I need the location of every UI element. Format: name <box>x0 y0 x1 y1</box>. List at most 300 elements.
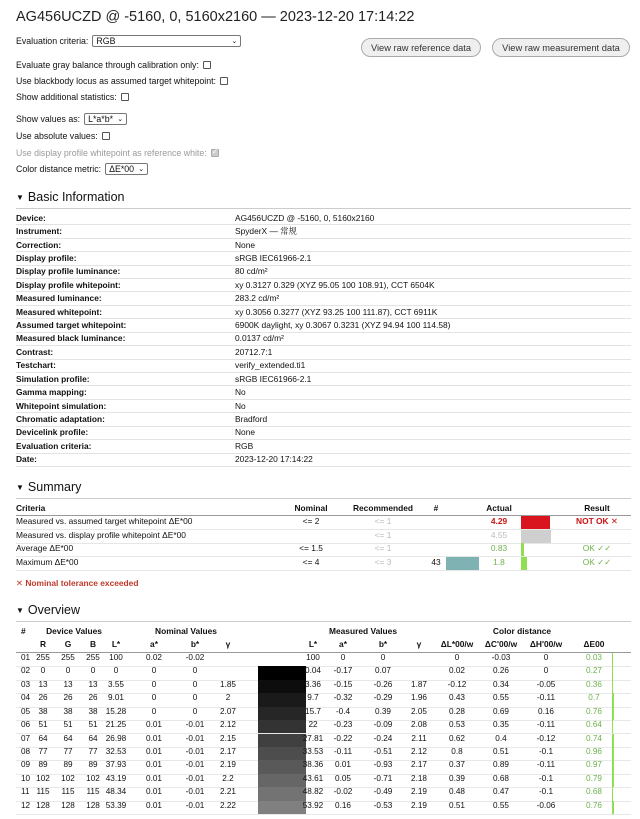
collapse-triangle-icon: ▼ <box>16 192 24 202</box>
overview-cell: 0 <box>151 706 157 716</box>
overview-cell: 3.36 <box>305 679 321 689</box>
overview-cell: 0.39 <box>375 706 391 716</box>
overview-cell: 0 <box>151 666 157 676</box>
overview-cell: 100 <box>306 653 320 662</box>
overview-cell: 0.62 <box>449 733 465 743</box>
row-index: 12 <box>21 800 31 810</box>
overview-cell: 77 <box>63 746 73 756</box>
overview-cell: 0.51 <box>449 800 465 810</box>
overview-cell: 0 <box>113 666 119 676</box>
overview-cell: 51 <box>88 720 98 730</box>
info-key: Measured black luminance: <box>16 333 126 344</box>
overview-cell: 2.21 <box>220 787 236 797</box>
color-distance-label: Color distance metric: <box>16 164 102 174</box>
delta-e-bar <box>612 680 613 693</box>
gray-patch-swatch <box>258 760 306 773</box>
overview-cell: 38 <box>38 706 48 716</box>
overview-cell: 255 <box>61 653 75 662</box>
overview-cell: -0.11 <box>536 693 556 703</box>
overview-col-header: L* <box>111 639 121 649</box>
overview-heading: Overview <box>27 603 81 617</box>
chevron-down-icon: ⌄ <box>117 116 124 123</box>
summary-actual-bar <box>521 557 527 570</box>
delta-e-bar <box>612 760 614 773</box>
col-criteria: Criteria <box>16 503 46 513</box>
overview-cell: 89 <box>88 760 98 770</box>
row-index: 10 <box>21 773 31 783</box>
row-index: 04 <box>21 693 31 703</box>
overview-cell: 0.39 <box>449 773 465 783</box>
col-index-header: # <box>21 626 26 636</box>
gray-patch-swatch <box>258 680 306 693</box>
info-value: None <box>235 239 256 250</box>
summary-actual-bar <box>521 543 524 556</box>
overview-cell: 51 <box>38 720 48 730</box>
collapse-triangle-icon: ▼ <box>16 605 24 615</box>
overview-cell: -0.71 <box>373 773 393 783</box>
overview-cell: 0 <box>454 653 460 662</box>
info-key: Measured luminance: <box>16 293 102 304</box>
summary-header[interactable] <box>16 480 81 494</box>
overview-cell: 0.43 <box>449 693 465 703</box>
overview-cell: 64 <box>63 733 73 743</box>
overview-cell: 102 <box>61 773 75 783</box>
summary-recommended: <= 3 <box>374 556 392 567</box>
info-key: Display profile whitepoint: <box>16 279 121 290</box>
row-index: 03 <box>21 679 31 689</box>
info-key: Date: <box>16 454 37 465</box>
overview-cell: 0 <box>192 666 198 676</box>
overview-cell: 0.02 <box>146 653 162 662</box>
overview-cell: 0.04 <box>305 666 321 676</box>
show-values-option <box>16 113 127 125</box>
overview-cell: 0.28 <box>449 706 465 716</box>
overview-cell: 0 <box>151 679 157 689</box>
overview-row <box>16 734 631 748</box>
overview-cell: -0.12 <box>447 679 467 689</box>
overview-cell: -0.15 <box>333 679 353 689</box>
gray-patch-swatch <box>258 787 306 800</box>
overview-cell: -0.05 <box>536 679 556 689</box>
overview-cell: 0.01 <box>146 800 162 810</box>
delta-e-bar <box>612 720 613 733</box>
overview-cell: 2.12 <box>411 746 427 756</box>
overview-cell: 2.19 <box>220 760 236 770</box>
overview-cell: 0 <box>65 666 71 676</box>
gray-balance-checkbox[interactable] <box>203 61 211 69</box>
overview-cell: 21.25 <box>105 720 127 730</box>
page-title: AG456UCZD @ -5160, 0, 5160x2160 — 2023-12-20 17:14:22 <box>16 9 415 25</box>
delta-e-bar <box>612 734 614 747</box>
overview-cell: 64 <box>88 733 98 743</box>
summary-row <box>16 557 631 571</box>
collapse-triangle-icon: ▼ <box>16 482 24 492</box>
overview-cell: 2.19 <box>411 800 427 810</box>
show-values-select[interactable] <box>84 113 127 125</box>
overview-col-header: γ <box>416 639 422 649</box>
overview-cell: 51 <box>63 720 73 730</box>
display-whitepoint-label: Use display profile whitepoint as reference white: <box>16 148 207 158</box>
overview-cell: 77 <box>38 746 48 756</box>
info-value: 2023-12-20 17:14:22 <box>235 454 313 465</box>
gray-patch-swatch <box>258 747 306 760</box>
col-nominal: Nominal <box>294 503 328 513</box>
info-value: xy 0.3056 0.3277 (XYZ 93.25 100 111.87), CCT 6911K <box>235 306 438 317</box>
overview-cell: -0.51 <box>373 746 393 756</box>
color-distance-header: Color distance <box>492 626 552 636</box>
overview-cell: -0.1 <box>538 746 554 756</box>
overview-cell: 32.53 <box>105 746 127 756</box>
display-whitepoint-checkbox[interactable] <box>211 149 219 157</box>
overview-cell: 0 <box>192 693 198 703</box>
info-value: sRGB IEC61966-2.1 <box>235 373 312 384</box>
info-key: Gamma mapping: <box>16 387 87 398</box>
divider <box>16 621 631 622</box>
overview-cell: 0 <box>543 666 549 676</box>
basic-info-heading: Basic Information <box>27 190 125 204</box>
summary-hash-swatch <box>446 557 479 570</box>
overview-cell: 0.35 <box>493 720 509 730</box>
info-row <box>16 332 631 346</box>
info-value: SpyderX — 常规 <box>235 226 297 237</box>
chevron-down-icon: ⌄ <box>138 166 145 173</box>
info-row <box>16 453 631 467</box>
info-key: Testchart: <box>16 360 56 371</box>
row-index: 09 <box>21 760 31 770</box>
overview-cell: 2.19 <box>411 787 427 797</box>
color-distance-value: ΔE*00 <box>109 164 135 174</box>
overview-cell: 128 <box>86 800 100 810</box>
overview-row <box>16 787 631 801</box>
view-raw-reference-button[interactable]: View raw reference data <box>361 38 481 57</box>
info-row <box>16 238 631 252</box>
info-key: Assumed target whitepoint: <box>16 320 127 331</box>
col-result: Result <box>584 503 610 513</box>
info-row <box>16 345 631 359</box>
overview-cell: 38 <box>63 706 73 716</box>
overview-cell: 0.01 <box>146 733 162 743</box>
blackbody-label: Use blackbody locus as assumed target whitepoint: <box>16 76 216 86</box>
overview-cell: 53.92 <box>302 800 324 810</box>
overview-cell: -0.01 <box>185 733 205 743</box>
info-value: 20712.7:1 <box>235 346 273 357</box>
overview-cell: 102 <box>36 773 50 783</box>
overview-header[interactable] <box>16 603 80 617</box>
info-value: 0.0137 cd/m² <box>235 333 284 344</box>
overview-cell: 15.7 <box>305 706 321 716</box>
info-row <box>16 211 631 225</box>
summary-actual-bar <box>521 516 550 529</box>
info-key: Contrast: <box>16 346 54 357</box>
info-value: No <box>235 400 246 411</box>
overview-cell: -0.01 <box>185 746 205 756</box>
gray-patch-swatch <box>258 734 306 747</box>
show-values-value: L*a*b* <box>88 114 114 124</box>
overview-cell: 128 <box>61 800 75 810</box>
overview-cell: 9.01 <box>108 693 124 703</box>
overview-cell: -0.1 <box>538 787 554 797</box>
color-distance-option <box>16 163 148 175</box>
info-key: Chromatic adaptation: <box>16 413 105 424</box>
overview-cell: 0.96 <box>586 746 602 756</box>
overview-cell: 2.08 <box>411 720 427 730</box>
info-value: 80 cd/m² <box>235 266 268 277</box>
overview-cell: -0.29 <box>373 693 393 703</box>
info-key: Evaluation criteria: <box>16 440 92 451</box>
overview-col-header: a* <box>150 639 158 649</box>
info-value: AG456UCZD @ -5160, 0, 5160x2160 <box>235 212 375 223</box>
col-actual: Actual <box>486 503 512 513</box>
overview-cell: -0.32 <box>333 693 353 703</box>
info-row <box>16 224 631 238</box>
overview-cell: -0.53 <box>373 800 393 810</box>
overview-cell: 43.19 <box>105 773 127 783</box>
blackbody-option <box>16 76 228 86</box>
overview-cell: 48.82 <box>302 787 324 797</box>
overview-cell: 0.4 <box>495 733 507 743</box>
overview-cell: -0.23 <box>333 720 353 730</box>
divider <box>16 208 631 209</box>
info-value: sRGB IEC61966-2.1 <box>235 252 312 263</box>
overview-cell: 13 <box>38 679 48 689</box>
overview-cell: -0.01 <box>185 773 205 783</box>
overview-column-header-row <box>16 639 631 651</box>
overview-cell: 0.01 <box>146 787 162 797</box>
info-row <box>16 359 631 373</box>
overview-cell: -0.93 <box>373 760 393 770</box>
overview-cell: 0.27 <box>586 666 602 676</box>
summary-actual: 0.83 <box>490 543 508 553</box>
overview-cell: 0.79 <box>586 773 602 783</box>
summary-recommended: <= 1 <box>374 543 392 553</box>
overview-cell: 38.36 <box>302 760 324 770</box>
overview-cell: 2.18 <box>411 773 427 783</box>
info-value: None <box>235 427 256 438</box>
row-index: 07 <box>21 733 31 743</box>
overview-cell: 102 <box>86 773 100 783</box>
overview-cell: 115 <box>36 787 50 797</box>
overview-cell: -0.11 <box>536 760 556 770</box>
info-value: xy 0.3127 0.329 (XYZ 95.05 100 108.91), CCT 6504K <box>235 279 435 290</box>
overview-cell: 0.64 <box>586 720 602 730</box>
overview-row <box>16 774 631 788</box>
overview-cell: 0.69 <box>493 706 509 716</box>
overview-cell: 0.97 <box>586 760 602 770</box>
overview-cell: 0.8 <box>451 746 463 756</box>
overview-cell: -0.02 <box>333 787 353 797</box>
overview-cell: 0 <box>340 653 346 662</box>
overview-cell: -0.01 <box>185 800 205 810</box>
summary-recommended: <= 1 <box>374 529 392 540</box>
overview-cell: 2.07 <box>220 706 236 716</box>
info-row <box>16 292 631 306</box>
overview-cell: -0.22 <box>333 733 353 743</box>
overview-cell: 0.26 <box>493 666 509 676</box>
overview-cell: -0.09 <box>373 720 393 730</box>
eval-criteria-select[interactable] <box>92 35 241 47</box>
gray-patch-swatch <box>258 653 306 666</box>
overview-cell: 3.55 <box>108 679 124 689</box>
overview-cell: 1.96 <box>411 693 427 703</box>
measured-values-header: Measured Values <box>329 626 397 636</box>
gray-patch-swatch <box>258 720 306 733</box>
blackbody-checkbox[interactable] <box>220 77 228 85</box>
overview-col-header: a* <box>339 639 347 649</box>
info-row <box>16 251 631 265</box>
summary-actual-bar <box>521 530 551 543</box>
overview-cell: 0.76 <box>586 706 602 716</box>
summary-criteria: Measured vs. display profile whitepoint ΔE*00 <box>16 529 186 540</box>
overview-cell: -0.17 <box>333 666 353 676</box>
overview-cell: 13 <box>63 679 73 689</box>
overview-cell: 15.28 <box>105 706 127 716</box>
info-row <box>16 399 631 413</box>
info-row <box>16 305 631 319</box>
overview-cell: 0.01 <box>146 746 162 756</box>
summary-row <box>16 516 631 530</box>
view-raw-measurement-button[interactable]: View raw measurement data <box>492 38 630 57</box>
overview-cell: 0.05 <box>335 773 351 783</box>
overview-cell: 0 <box>543 653 549 662</box>
summary-row <box>16 543 631 557</box>
basic-info-header[interactable] <box>16 190 125 204</box>
overview-cell: -0.06 <box>536 800 556 810</box>
overview-cell: -0.11 <box>536 720 556 730</box>
absolute-values-option <box>16 131 110 141</box>
chevron-down-icon: ⌄ <box>231 38 238 45</box>
info-key: Whitepoint simulation: <box>16 400 107 411</box>
overview-cell: 115 <box>61 787 75 797</box>
overview-row <box>16 801 631 815</box>
overview-row <box>16 747 631 761</box>
info-value: 6900K daylight, xy 0.3067 0.3231 (XYZ 94.94 100 114.58) <box>235 320 451 331</box>
overview-cell: -0.1 <box>538 773 554 783</box>
overview-cell: 0.01 <box>146 773 162 783</box>
overview-cell: 2.15 <box>220 733 236 743</box>
summary-criteria: Measured vs. assumed target whitepoint ΔE*00 <box>16 516 193 526</box>
overview-cell: 22 <box>308 720 318 730</box>
summary-row <box>16 530 631 544</box>
info-value: Bradford <box>235 413 268 424</box>
overview-cell: 0.07 <box>375 666 391 676</box>
info-row <box>16 439 631 453</box>
info-row <box>16 318 631 332</box>
delta-e-bar <box>612 653 613 666</box>
overview-group-header-row <box>16 626 631 637</box>
overview-cell: 0.76 <box>586 800 602 810</box>
overview-cell: -0.11 <box>333 746 353 756</box>
overview-cell: 0.51 <box>493 746 509 756</box>
overview-cell: 128 <box>36 800 50 810</box>
overview-cell: 64 <box>38 733 48 743</box>
color-distance-select[interactable] <box>105 163 148 175</box>
overview-cell: 2.12 <box>220 720 236 730</box>
overview-cell: 0 <box>40 666 46 676</box>
gray-balance-label: Evaluate gray balance through calibration only: <box>16 60 199 70</box>
overview-cell: 2.17 <box>411 760 427 770</box>
gray-patch-swatch <box>258 666 306 679</box>
overview-cell: 0.01 <box>335 760 351 770</box>
eval-criteria-option <box>16 35 241 47</box>
overview-cell: 0.01 <box>146 760 162 770</box>
overview-cell: 0 <box>380 653 386 662</box>
overview-cell: 2.17 <box>220 746 236 756</box>
info-row <box>16 426 631 440</box>
delta-e-bar <box>612 707 614 720</box>
absolute-values-label: Use absolute values: <box>16 131 98 141</box>
overview-col-header: G <box>64 639 72 649</box>
gray-patch-swatch <box>258 774 306 787</box>
overview-cell: 0.03 <box>586 653 602 662</box>
overview-cell: -0.12 <box>536 733 556 743</box>
overview-row <box>16 707 631 721</box>
info-value: No <box>235 387 246 398</box>
summary-hash: 43 <box>431 556 441 567</box>
summary-actual: 4.55 <box>490 529 508 540</box>
overview-cell: 0.16 <box>335 800 351 810</box>
info-row <box>16 385 631 399</box>
row-index: 06 <box>21 720 31 730</box>
overview-cell: 0.7 <box>588 693 600 703</box>
overview-cell: 0.53 <box>449 720 465 730</box>
overview-cell: 9.7 <box>307 693 319 703</box>
summary-actual: 4.29 <box>490 516 508 526</box>
overview-cell: -0.02 <box>185 653 205 662</box>
gray-patch-swatch <box>258 801 306 814</box>
gray-patch-swatch <box>258 693 306 706</box>
additional-stats-label: Show additional statistics: <box>16 92 117 102</box>
delta-e-bar <box>612 801 614 814</box>
tolerance-warning: ✕ Nominal tolerance exceeded <box>16 578 139 588</box>
absolute-values-checkbox[interactable] <box>102 132 110 140</box>
show-values-label: Show values as: <box>16 114 81 124</box>
delta-e-bar <box>612 693 614 706</box>
overview-cell: -0.03 <box>491 653 511 662</box>
info-key: Display profile: <box>16 252 77 263</box>
gray-balance-option <box>16 60 211 70</box>
overview-cell: 0.68 <box>586 787 602 797</box>
overview-cell: 77 <box>88 746 98 756</box>
overview-cell: 0 <box>192 679 198 689</box>
overview-cell: 2 <box>225 693 231 703</box>
overview-col-header: b* <box>190 639 200 649</box>
overview-cell: 0.74 <box>586 733 602 743</box>
row-index: 11 <box>21 787 30 797</box>
summary-result: OK ✓✓ <box>582 543 612 553</box>
overview-cell: 0.37 <box>449 760 465 770</box>
overview-row <box>16 720 631 734</box>
summary-criteria: Maximum ΔE*00 <box>16 556 79 567</box>
info-row <box>16 278 631 292</box>
overview-cell: 26 <box>38 693 48 703</box>
overview-cell: 0.02 <box>449 666 465 676</box>
row-index: 01 <box>21 653 31 662</box>
overview-cell: -0.01 <box>185 760 205 770</box>
overview-cell: 37.93 <box>105 760 127 770</box>
info-key: Measured whitepoint: <box>16 306 103 317</box>
delta-e-bar <box>612 666 613 679</box>
delta-e-bar <box>612 747 614 760</box>
overview-cell: 48.34 <box>105 787 127 797</box>
info-row <box>16 412 631 426</box>
info-key: Simulation profile: <box>16 373 90 384</box>
overview-col-header: ΔL*00/w <box>440 639 474 649</box>
display-whitepoint-option <box>16 148 219 158</box>
summary-result: OK ✓✓ <box>582 556 612 567</box>
additional-stats-checkbox[interactable] <box>121 93 129 101</box>
overview-cell: 2.2 <box>222 773 234 783</box>
overview-col-header: ΔH'00/w <box>529 639 563 649</box>
